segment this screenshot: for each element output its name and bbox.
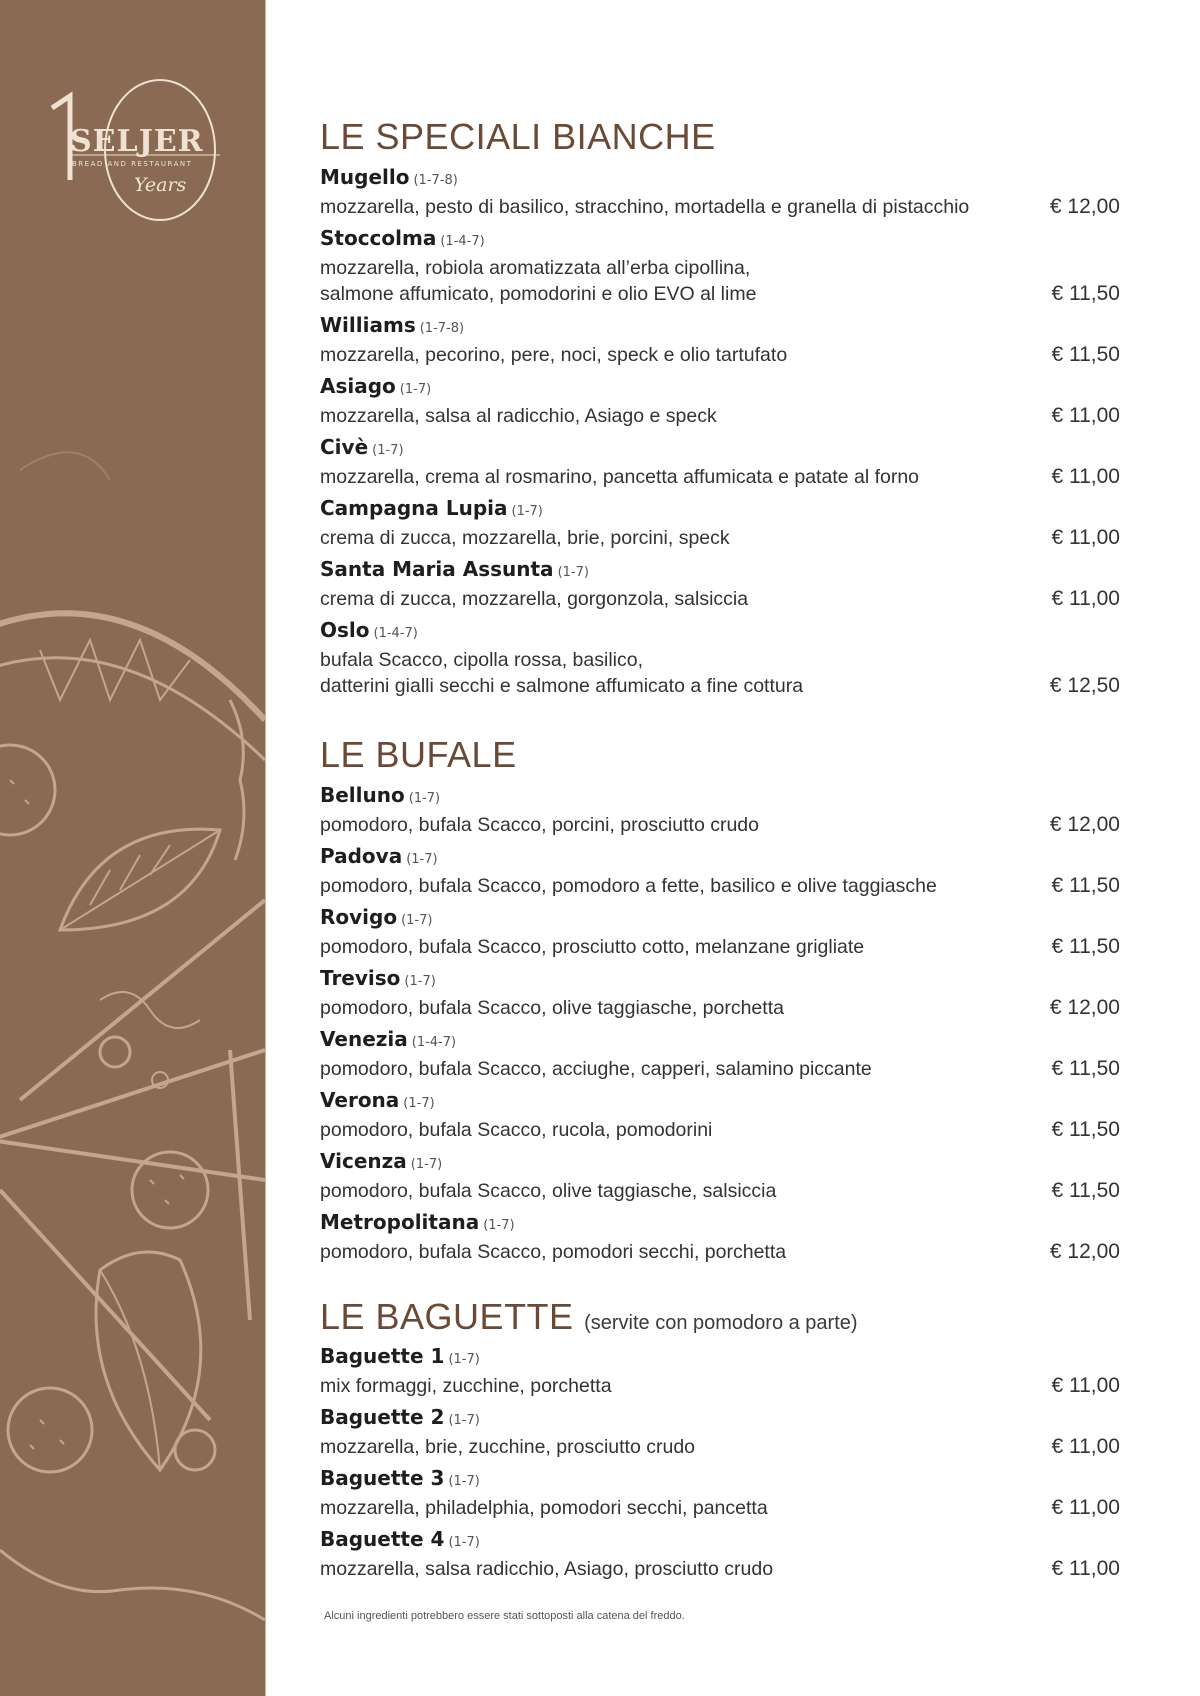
menu-item — [320, 164, 1120, 220]
item-allergens: (1-7) — [408, 791, 441, 806]
item-name: Treviso — [320, 966, 401, 990]
item-allergens: (1-7) — [406, 852, 438, 867]
item-description: crema di zucca, mozzarella, gorgonzola, salsiccia — [320, 588, 749, 610]
menu-item — [320, 617, 1120, 699]
item-description: pomodoro, bufala Scacco, rucola, pomodorini — [320, 1119, 713, 1141]
item-description: pomodoro, bufala Scacco, pomodori secchi, porchetta — [320, 1241, 787, 1263]
section-heading: LE SPECIALI BIANCHE — [320, 116, 716, 157]
restaurant-logo — [30, 70, 240, 230]
item-description: mozzarella, pesto di basilico, stracchino, mortadella e granella di pistacchio — [320, 196, 970, 218]
item-name: Baguette 4 — [320, 1527, 445, 1551]
years-script: Years — [134, 174, 187, 196]
section-heading: LE BAGUETTE — [320, 1296, 574, 1337]
item-name: Campagna Lupia — [320, 496, 508, 520]
item-allergens: (1-7) — [448, 1413, 480, 1428]
menu-item — [320, 1404, 1120, 1460]
brand-tagline: BREAD AND RESTAURANT — [72, 160, 193, 168]
item-price: € 12,50 — [1049, 674, 1120, 697]
menu-item — [320, 1343, 1120, 1399]
item-price: € 11,50 — [1051, 1118, 1120, 1141]
item-allergens: (1-7) — [557, 565, 589, 580]
item-allergens: (1-7) — [410, 1157, 443, 1172]
item-allergens: (1-7) — [483, 1218, 515, 1233]
item-allergens: (1-7) — [404, 974, 436, 989]
item-name: Santa Maria Assunta — [320, 557, 554, 581]
item-price: € 11,50 — [1051, 1179, 1120, 1202]
item-description: crema di zucca, mozzarella, brie, porcini, speck — [320, 527, 730, 549]
item-allergens: (1-7) — [448, 1352, 480, 1367]
item-name: Civè — [320, 435, 369, 459]
item-description: mozzarella, brie, zucchine, prosciutto crudo — [320, 1436, 696, 1458]
item-price: € 12,00 — [1049, 996, 1120, 1019]
item-name: Baguette 3 — [320, 1466, 445, 1490]
item-allergens: (1-7) — [448, 1535, 480, 1550]
item-allergens: (1-7-8) — [413, 173, 458, 188]
item-price: € 11,00 — [1051, 1374, 1120, 1397]
item-name: Verona — [320, 1088, 400, 1112]
menu-item — [320, 1465, 1120, 1521]
item-name: Metropolitana — [320, 1210, 480, 1234]
item-price: € 11,00 — [1051, 465, 1120, 488]
menu-item — [320, 782, 1120, 838]
item-name: Baguette 2 — [320, 1405, 445, 1429]
section-title-speciali-bianche — [320, 116, 716, 158]
item-description: pomodoro, bufala Scacco, acciughe, capperi, salamino piccante — [320, 1058, 872, 1080]
item-description-line2: salmone affumicato, pomodorini e olio EVO al lime — [320, 283, 757, 305]
menu-item — [320, 434, 1120, 490]
item-price: € 11,50 — [1051, 874, 1120, 897]
item-allergens: (1-7) — [372, 443, 404, 458]
sidebar-divider — [265, 0, 271, 1696]
item-name: Stoccolma — [320, 226, 437, 250]
item-description: mozzarella, philadelphia, pomodori secchi, pancetta — [320, 1497, 768, 1519]
item-description: mozzarella, salsa radicchio, Asiago, prosciutto crudo — [320, 1558, 774, 1580]
item-price: € 11,00 — [1051, 1496, 1120, 1519]
item-price: € 11,00 — [1051, 526, 1120, 549]
item-allergens: (1-4-7) — [411, 1035, 457, 1050]
footnote: Alcuni ingredienti potrebbero essere stati sottoposti alla catena del freddo. — [324, 1610, 685, 1622]
item-allergens: (1-7) — [403, 1096, 435, 1111]
menu-item — [320, 373, 1120, 429]
item-allergens: (1-7) — [448, 1474, 480, 1489]
item-name: Vicenza — [320, 1149, 407, 1173]
item-name: Rovigo — [320, 905, 398, 929]
item-price: € 11,00 — [1051, 1435, 1120, 1458]
menu-item — [320, 225, 1120, 307]
item-description: pomodoro, bufala Scacco, porcini, prosciutto crudo — [320, 814, 759, 836]
item-price: € 11,50 — [1051, 282, 1120, 305]
item-name: Belluno — [320, 783, 405, 807]
item-price: € 11,00 — [1051, 1557, 1120, 1580]
item-description: mozzarella, salsa al radicchio, Asiago e speck — [320, 405, 717, 427]
item-allergens: (1-4-7) — [373, 626, 418, 641]
item-name: Padova — [320, 844, 403, 868]
item-description: mozzarella, crema al rosmarino, pancetta affumicata e patate al forno — [320, 466, 920, 488]
item-description: pomodoro, bufala Scacco, pomodoro a fette, basilico e olive taggiasche — [320, 875, 937, 897]
item-description: pomodoro, bufala Scacco, olive taggiasche, salsiccia — [320, 1180, 777, 1202]
item-name: Mugello — [320, 165, 410, 189]
menu-item — [320, 1209, 1120, 1265]
item-price: € 11,00 — [1051, 404, 1120, 427]
item-name: Asiago — [320, 374, 396, 398]
section-heading: LE BUFALE — [320, 734, 517, 775]
menu-item — [320, 1026, 1120, 1082]
item-allergens: (1-4-7) — [440, 234, 485, 249]
item-description-line2: datterini gialli secchi e salmone affumicato a fine cottura — [320, 675, 804, 697]
item-description: mozzarella, pecorino, pere, noci, speck e olio tartufato — [320, 344, 788, 366]
menu-item — [320, 495, 1120, 551]
brand-name: SELJER — [70, 124, 204, 159]
menu-item — [320, 312, 1120, 368]
item-price: € 12,00 — [1049, 195, 1120, 218]
item-description: mix formaggi, zucchine, porchetta — [320, 1375, 612, 1397]
item-description: pomodoro, bufala Scacco, prosciutto cotto, melanzane grigliate — [320, 936, 865, 958]
section-title-baguette — [320, 1296, 858, 1338]
item-allergens: (1-7) — [399, 382, 432, 397]
item-allergens: (1-7) — [511, 504, 543, 519]
item-price: € 11,50 — [1051, 343, 1120, 366]
menu-item — [320, 556, 1120, 612]
item-price: € 12,00 — [1049, 1240, 1120, 1263]
item-description: mozzarella, robiola aromatizzata all’erba cipollina, — [320, 257, 751, 279]
menu-item — [320, 904, 1120, 960]
item-allergens: (1-7) — [401, 913, 433, 928]
menu-item — [320, 1087, 1120, 1143]
item-name: Williams — [320, 313, 416, 337]
item-price: € 11,50 — [1051, 935, 1120, 958]
item-description: pomodoro, bufala Scacco, olive taggiasche, porchetta — [320, 997, 784, 1019]
item-name: Venezia — [320, 1027, 408, 1051]
pizza-illustration — [0, 0, 265, 1696]
menu-item — [320, 965, 1120, 1021]
section-title-bufale — [320, 734, 517, 776]
menu-item — [320, 1148, 1120, 1204]
item-name: Oslo — [320, 618, 370, 642]
item-description: bufala Scacco, cipolla rossa, basilico, — [320, 649, 643, 671]
menu-item — [320, 1526, 1120, 1582]
decorative-sidebar — [0, 0, 265, 1696]
item-price: € 12,00 — [1049, 813, 1120, 836]
item-name: Baguette 1 — [320, 1344, 445, 1368]
item-price: € 11,00 — [1051, 587, 1120, 610]
item-price: € 11,50 — [1051, 1057, 1120, 1080]
section-subtitle: (servite con pomodoro a parte) — [584, 1312, 858, 1334]
menu-item — [320, 843, 1120, 899]
item-allergens: (1-7-8) — [419, 321, 465, 336]
